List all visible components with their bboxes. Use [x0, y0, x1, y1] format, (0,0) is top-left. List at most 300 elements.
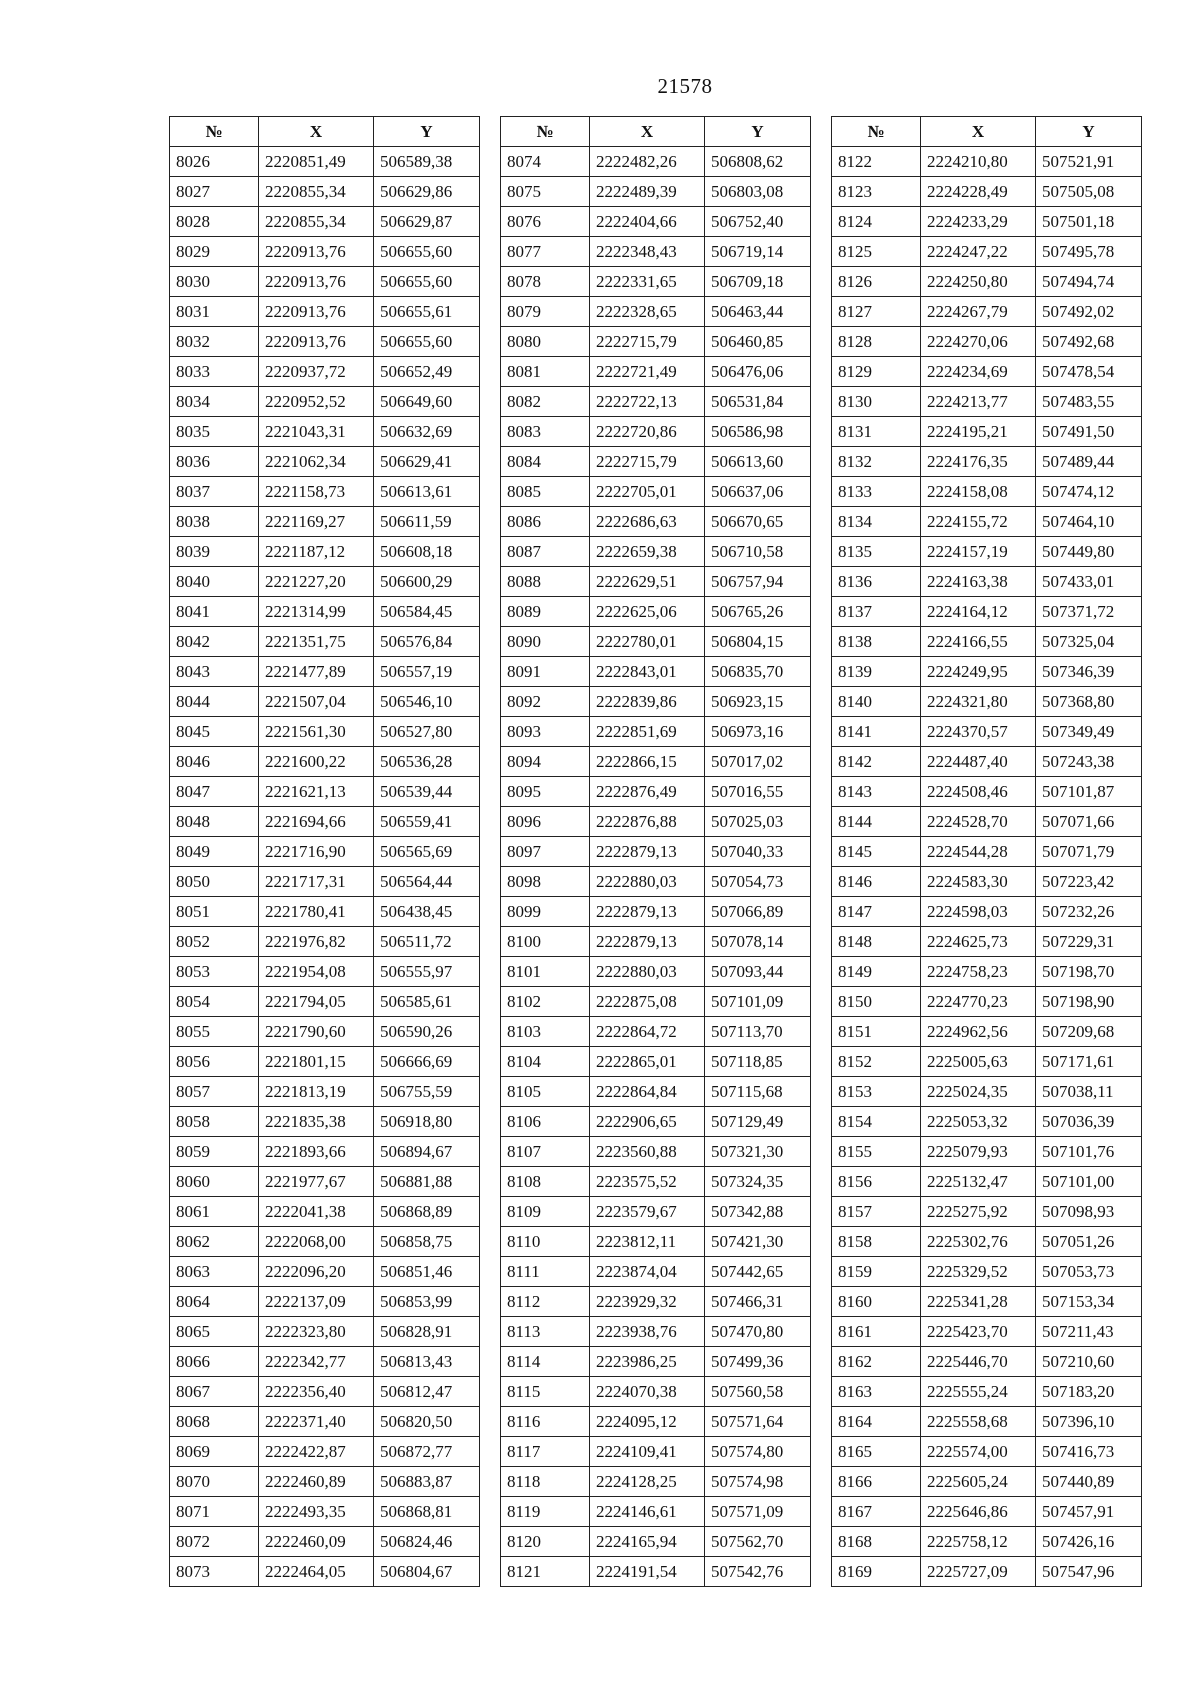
- x-coordinate-cell: 2224155,72: [921, 507, 1036, 537]
- point-number-cell: 8079: [501, 297, 590, 327]
- table-row: [170, 267, 480, 297]
- table-row: [501, 777, 811, 807]
- point-number-cell: 8038: [170, 507, 259, 537]
- y-coordinate-cell: 507098,93: [1036, 1197, 1142, 1227]
- x-coordinate-cell: 2224070,38: [590, 1377, 705, 1407]
- x-coordinate-cell: 2222879,13: [590, 927, 705, 957]
- point-number-cell: 8076: [501, 207, 590, 237]
- point-number-cell: 8049: [170, 837, 259, 867]
- y-coordinate-cell: 507101,09: [705, 987, 811, 1017]
- x-coordinate-cell: 2224163,38: [921, 567, 1036, 597]
- point-number-cell: 8058: [170, 1107, 259, 1137]
- table-row: [832, 1347, 1142, 1377]
- x-coordinate-cell: 2222629,51: [590, 567, 705, 597]
- x-coordinate-cell: 2220855,34: [259, 207, 374, 237]
- header-y: Y: [705, 117, 811, 147]
- x-coordinate-cell: 2221954,08: [259, 957, 374, 987]
- table-row: [501, 867, 811, 897]
- y-coordinate-cell: 507101,87: [1036, 777, 1142, 807]
- y-coordinate-cell: 507501,18: [1036, 207, 1142, 237]
- table-row: [832, 1437, 1142, 1467]
- table-row: [501, 1287, 811, 1317]
- table-row: [170, 297, 480, 327]
- point-number-cell: 8061: [170, 1197, 259, 1227]
- table-row: [170, 1107, 480, 1137]
- table-row: [832, 807, 1142, 837]
- y-coordinate-cell: 506881,88: [374, 1167, 480, 1197]
- point-number-cell: 8163: [832, 1377, 921, 1407]
- table-row: [501, 267, 811, 297]
- point-number-cell: 8037: [170, 477, 259, 507]
- point-number-cell: 8045: [170, 717, 259, 747]
- y-coordinate-cell: 507071,66: [1036, 807, 1142, 837]
- x-coordinate-cell: 2224176,35: [921, 447, 1036, 477]
- y-coordinate-cell: 507101,76: [1036, 1137, 1142, 1167]
- table-row: [501, 627, 811, 657]
- table-row: [832, 447, 1142, 477]
- x-coordinate-cell: 2222720,86: [590, 417, 705, 447]
- table-row: [832, 1047, 1142, 1077]
- y-coordinate-cell: 506629,86: [374, 177, 480, 207]
- point-number-cell: 8078: [501, 267, 590, 297]
- y-coordinate-cell: 507198,70: [1036, 957, 1142, 987]
- point-number-cell: 8036: [170, 447, 259, 477]
- table-row: [832, 747, 1142, 777]
- y-coordinate-cell: 507470,80: [705, 1317, 811, 1347]
- y-coordinate-cell: 507198,90: [1036, 987, 1142, 1017]
- x-coordinate-cell: 2221835,38: [259, 1107, 374, 1137]
- table-row: [832, 237, 1142, 267]
- point-number-cell: 8121: [501, 1557, 590, 1587]
- point-number-cell: 8052: [170, 927, 259, 957]
- y-coordinate-cell: 507036,39: [1036, 1107, 1142, 1137]
- table-header-row: [832, 117, 1142, 147]
- x-coordinate-cell: 2224247,22: [921, 237, 1036, 267]
- table-body: [832, 147, 1142, 1587]
- x-coordinate-cell: 2224528,70: [921, 807, 1036, 837]
- x-coordinate-cell: 2221507,04: [259, 687, 374, 717]
- y-coordinate-cell: 507017,02: [705, 747, 811, 777]
- y-coordinate-cell: 507321,30: [705, 1137, 811, 1167]
- x-coordinate-cell: 2224267,79: [921, 297, 1036, 327]
- x-coordinate-cell: 2224370,57: [921, 717, 1036, 747]
- x-coordinate-cell: 2223812,11: [590, 1227, 705, 1257]
- y-coordinate-cell: 506883,87: [374, 1467, 480, 1497]
- y-coordinate-cell: 507521,91: [1036, 147, 1142, 177]
- x-coordinate-cell: 2222843,01: [590, 657, 705, 687]
- point-number-cell: 8094: [501, 747, 590, 777]
- table-row: [832, 387, 1142, 417]
- y-coordinate-cell: 506813,43: [374, 1347, 480, 1377]
- y-coordinate-cell: 506637,06: [705, 477, 811, 507]
- x-coordinate-cell: 2222715,79: [590, 447, 705, 477]
- x-coordinate-cell: 2221227,20: [259, 567, 374, 597]
- table-row: [832, 1557, 1142, 1587]
- x-coordinate-cell: 2221561,30: [259, 717, 374, 747]
- x-coordinate-cell: 2221790,60: [259, 1017, 374, 1047]
- point-number-cell: 8050: [170, 867, 259, 897]
- x-coordinate-cell: 2225555,24: [921, 1377, 1036, 1407]
- y-coordinate-cell: 507449,80: [1036, 537, 1142, 567]
- table-row: [501, 1197, 811, 1227]
- point-number-cell: 8060: [170, 1167, 259, 1197]
- table-row: [832, 1407, 1142, 1437]
- y-coordinate-cell: 506611,59: [374, 507, 480, 537]
- y-coordinate-cell: 506804,67: [374, 1557, 480, 1587]
- point-number-cell: 8160: [832, 1287, 921, 1317]
- y-coordinate-cell: 507489,44: [1036, 447, 1142, 477]
- table-row: [170, 777, 480, 807]
- y-coordinate-cell: 506828,91: [374, 1317, 480, 1347]
- coordinates-table-1: [169, 116, 480, 1587]
- x-coordinate-cell: 2225646,86: [921, 1497, 1036, 1527]
- point-number-cell: 8148: [832, 927, 921, 957]
- y-coordinate-cell: 507054,73: [705, 867, 811, 897]
- x-coordinate-cell: 2222864,84: [590, 1077, 705, 1107]
- table-row: [170, 1497, 480, 1527]
- point-number-cell: 8145: [832, 837, 921, 867]
- point-number-cell: 8029: [170, 237, 259, 267]
- table-row: [170, 1377, 480, 1407]
- y-coordinate-cell: 506576,84: [374, 627, 480, 657]
- table-row: [501, 807, 811, 837]
- y-coordinate-cell: 507101,00: [1036, 1167, 1142, 1197]
- table-row: [170, 1137, 480, 1167]
- table-row: [832, 897, 1142, 927]
- table-row: [170, 1047, 480, 1077]
- x-coordinate-cell: 2220913,76: [259, 237, 374, 267]
- x-coordinate-cell: 2225275,92: [921, 1197, 1036, 1227]
- table-row: [501, 147, 811, 177]
- x-coordinate-cell: 2221169,27: [259, 507, 374, 537]
- y-coordinate-cell: 507442,65: [705, 1257, 811, 1287]
- table-row: [170, 1317, 480, 1347]
- y-coordinate-cell: 507574,80: [705, 1437, 811, 1467]
- x-coordinate-cell: 2221780,41: [259, 897, 374, 927]
- x-coordinate-cell: 2224544,28: [921, 837, 1036, 867]
- y-coordinate-cell: 507499,36: [705, 1347, 811, 1377]
- x-coordinate-cell: 2221813,19: [259, 1077, 374, 1107]
- x-coordinate-cell: 2222875,08: [590, 987, 705, 1017]
- y-coordinate-cell: 506752,40: [705, 207, 811, 237]
- y-coordinate-cell: 507542,76: [705, 1557, 811, 1587]
- table-row: [832, 1467, 1142, 1497]
- table-row: [170, 957, 480, 987]
- point-number-cell: 8083: [501, 417, 590, 447]
- y-coordinate-cell: 506765,26: [705, 597, 811, 627]
- table-row: [832, 1197, 1142, 1227]
- point-number-cell: 8033: [170, 357, 259, 387]
- table-row: [170, 147, 480, 177]
- table-row: [832, 927, 1142, 957]
- x-coordinate-cell: 2223938,76: [590, 1317, 705, 1347]
- x-coordinate-cell: 2222464,05: [259, 1557, 374, 1587]
- x-coordinate-cell: 2220913,76: [259, 297, 374, 327]
- y-coordinate-cell: 506719,14: [705, 237, 811, 267]
- x-coordinate-cell: 2224213,77: [921, 387, 1036, 417]
- point-number-cell: 8067: [170, 1377, 259, 1407]
- x-coordinate-cell: 2222879,13: [590, 897, 705, 927]
- y-coordinate-cell: 507223,42: [1036, 867, 1142, 897]
- x-coordinate-cell: 2222482,26: [590, 147, 705, 177]
- y-coordinate-cell: 506824,46: [374, 1527, 480, 1557]
- table-row: [832, 147, 1142, 177]
- point-number-cell: 8168: [832, 1527, 921, 1557]
- point-number-cell: 8150: [832, 987, 921, 1017]
- table-row: [501, 237, 811, 267]
- y-coordinate-cell: 506710,58: [705, 537, 811, 567]
- point-number-cell: 8090: [501, 627, 590, 657]
- x-coordinate-cell: 2224195,21: [921, 417, 1036, 447]
- y-coordinate-cell: 507025,03: [705, 807, 811, 837]
- x-coordinate-cell: 2222096,20: [259, 1257, 374, 1287]
- y-coordinate-cell: 507562,70: [705, 1527, 811, 1557]
- point-number-cell: 8133: [832, 477, 921, 507]
- x-coordinate-cell: 2222493,35: [259, 1497, 374, 1527]
- point-number-cell: 8053: [170, 957, 259, 987]
- y-coordinate-cell: 506835,70: [705, 657, 811, 687]
- table-row: [170, 1437, 480, 1467]
- coordinates-table-2: [500, 116, 811, 1587]
- point-number-cell: 8117: [501, 1437, 590, 1467]
- x-coordinate-cell: 2223579,67: [590, 1197, 705, 1227]
- table-row: [170, 507, 480, 537]
- table-row: [501, 1317, 811, 1347]
- x-coordinate-cell: 2225329,52: [921, 1257, 1036, 1287]
- point-number-cell: 8101: [501, 957, 590, 987]
- point-number-cell: 8139: [832, 657, 921, 687]
- header-y: Y: [1036, 117, 1142, 147]
- y-coordinate-cell: 506565,69: [374, 837, 480, 867]
- point-number-cell: 8059: [170, 1137, 259, 1167]
- x-coordinate-cell: 2224158,08: [921, 477, 1036, 507]
- point-number-cell: 8065: [170, 1317, 259, 1347]
- x-coordinate-cell: 2220952,52: [259, 387, 374, 417]
- x-coordinate-cell: 2221717,31: [259, 867, 374, 897]
- x-coordinate-cell: 2223929,32: [590, 1287, 705, 1317]
- table-row: [501, 1407, 811, 1437]
- table-row: [832, 1257, 1142, 1287]
- y-coordinate-cell: 506546,10: [374, 687, 480, 717]
- y-coordinate-cell: 507571,64: [705, 1407, 811, 1437]
- x-coordinate-cell: 2225446,70: [921, 1347, 1036, 1377]
- table-row: [170, 537, 480, 567]
- x-coordinate-cell: 2225605,24: [921, 1467, 1036, 1497]
- y-coordinate-cell: 507349,49: [1036, 717, 1142, 747]
- table-row: [501, 747, 811, 777]
- x-coordinate-cell: 2221477,89: [259, 657, 374, 687]
- y-coordinate-cell: 507053,73: [1036, 1257, 1142, 1287]
- page-number: 21578: [657, 74, 713, 98]
- x-coordinate-cell: 2222659,38: [590, 537, 705, 567]
- x-coordinate-cell: 2224109,41: [590, 1437, 705, 1467]
- x-coordinate-cell: 2224210,80: [921, 147, 1036, 177]
- table-row: [501, 1347, 811, 1377]
- point-number-cell: 8026: [170, 147, 259, 177]
- table-row: [832, 837, 1142, 867]
- y-coordinate-cell: 506585,61: [374, 987, 480, 1017]
- table-row: [170, 927, 480, 957]
- point-number-cell: 8103: [501, 1017, 590, 1047]
- point-number-cell: 8161: [832, 1317, 921, 1347]
- y-coordinate-cell: 506894,67: [374, 1137, 480, 1167]
- table-row: [170, 207, 480, 237]
- table-row: [832, 267, 1142, 297]
- y-coordinate-cell: 507492,68: [1036, 327, 1142, 357]
- point-number-cell: 8153: [832, 1077, 921, 1107]
- x-coordinate-cell: 2224157,19: [921, 537, 1036, 567]
- x-coordinate-cell: 2222422,87: [259, 1437, 374, 1467]
- table-row: [501, 567, 811, 597]
- y-coordinate-cell: 507368,80: [1036, 687, 1142, 717]
- x-coordinate-cell: 2225341,28: [921, 1287, 1036, 1317]
- y-coordinate-cell: 506868,81: [374, 1497, 480, 1527]
- table-row: [501, 447, 811, 477]
- table-row: [832, 687, 1142, 717]
- point-number-cell: 8108: [501, 1167, 590, 1197]
- x-coordinate-cell: 2221043,31: [259, 417, 374, 447]
- table-row: [501, 297, 811, 327]
- table-row: [832, 507, 1142, 537]
- x-coordinate-cell: 2224625,73: [921, 927, 1036, 957]
- point-number-cell: 8082: [501, 387, 590, 417]
- table-row: [832, 1077, 1142, 1107]
- y-coordinate-cell: 507457,91: [1036, 1497, 1142, 1527]
- point-number-cell: 8105: [501, 1077, 590, 1107]
- y-coordinate-cell: 506812,47: [374, 1377, 480, 1407]
- point-number-cell: 8040: [170, 567, 259, 597]
- y-coordinate-cell: 507474,12: [1036, 477, 1142, 507]
- point-number-cell: 8147: [832, 897, 921, 927]
- table-row: [501, 657, 811, 687]
- table-row: [501, 1377, 811, 1407]
- table-row: [501, 597, 811, 627]
- table-body: [501, 147, 811, 1587]
- x-coordinate-cell: 2222371,40: [259, 1407, 374, 1437]
- x-coordinate-cell: 2220855,34: [259, 177, 374, 207]
- y-coordinate-cell: 507115,68: [705, 1077, 811, 1107]
- y-coordinate-cell: 507183,20: [1036, 1377, 1142, 1407]
- x-coordinate-cell: 2224233,29: [921, 207, 1036, 237]
- table-row: [501, 1557, 811, 1587]
- table-row: [501, 327, 811, 357]
- y-coordinate-cell: 506539,44: [374, 777, 480, 807]
- y-coordinate-cell: 506820,50: [374, 1407, 480, 1437]
- x-coordinate-cell: 2222041,38: [259, 1197, 374, 1227]
- x-coordinate-cell: 2224146,61: [590, 1497, 705, 1527]
- point-number-cell: 8152: [832, 1047, 921, 1077]
- table-row: [501, 207, 811, 237]
- x-coordinate-cell: 2221794,05: [259, 987, 374, 1017]
- table-row: [501, 1497, 811, 1527]
- table-row: [832, 1137, 1142, 1167]
- y-coordinate-cell: 507396,10: [1036, 1407, 1142, 1437]
- point-number-cell: 8087: [501, 537, 590, 567]
- point-number-cell: 8089: [501, 597, 590, 627]
- x-coordinate-cell: 2221062,34: [259, 447, 374, 477]
- y-coordinate-cell: 506652,49: [374, 357, 480, 387]
- x-coordinate-cell: 2222489,39: [590, 177, 705, 207]
- y-coordinate-cell: 506803,08: [705, 177, 811, 207]
- point-number-cell: 8102: [501, 987, 590, 1017]
- x-coordinate-cell: 2224487,40: [921, 747, 1036, 777]
- table-row: [832, 957, 1142, 987]
- point-number-cell: 8154: [832, 1107, 921, 1137]
- y-coordinate-cell: 507421,30: [705, 1227, 811, 1257]
- x-coordinate-cell: 2222705,01: [590, 477, 705, 507]
- point-number-cell: 8155: [832, 1137, 921, 1167]
- y-coordinate-cell: 507571,09: [705, 1497, 811, 1527]
- x-coordinate-cell: 2222625,06: [590, 597, 705, 627]
- y-coordinate-cell: 507547,96: [1036, 1557, 1142, 1587]
- x-coordinate-cell: 2222404,66: [590, 207, 705, 237]
- table-row: [170, 417, 480, 447]
- table-row: [832, 1317, 1142, 1347]
- x-coordinate-cell: 2222866,15: [590, 747, 705, 777]
- y-coordinate-cell: 507371,72: [1036, 597, 1142, 627]
- x-coordinate-cell: 2222356,40: [259, 1377, 374, 1407]
- x-coordinate-cell: 2220913,76: [259, 327, 374, 357]
- x-coordinate-cell: 2224962,56: [921, 1017, 1036, 1047]
- x-coordinate-cell: 2222460,09: [259, 1527, 374, 1557]
- x-coordinate-cell: 2225302,76: [921, 1227, 1036, 1257]
- point-number-cell: 8135: [832, 537, 921, 567]
- y-coordinate-cell: 507505,08: [1036, 177, 1142, 207]
- x-coordinate-cell: 2224598,03: [921, 897, 1036, 927]
- y-coordinate-cell: 507433,01: [1036, 567, 1142, 597]
- table-row: [501, 987, 811, 1017]
- point-number-cell: 8129: [832, 357, 921, 387]
- y-coordinate-cell: 507066,89: [705, 897, 811, 927]
- table-row: [501, 357, 811, 387]
- x-coordinate-cell: 2224758,23: [921, 957, 1036, 987]
- point-number-cell: 8073: [170, 1557, 259, 1587]
- point-number-cell: 8165: [832, 1437, 921, 1467]
- point-number-cell: 8034: [170, 387, 259, 417]
- point-number-cell: 8132: [832, 447, 921, 477]
- table-row: [832, 627, 1142, 657]
- point-number-cell: 8164: [832, 1407, 921, 1437]
- table-row: [501, 1437, 811, 1467]
- table-row: [832, 1377, 1142, 1407]
- y-coordinate-cell: 506655,61: [374, 297, 480, 327]
- point-number-cell: 8075: [501, 177, 590, 207]
- table-row: [170, 807, 480, 837]
- point-number-cell: 8048: [170, 807, 259, 837]
- point-number-cell: 8041: [170, 597, 259, 627]
- table-row: [170, 387, 480, 417]
- x-coordinate-cell: 2225727,09: [921, 1557, 1036, 1587]
- x-coordinate-cell: 2222328,65: [590, 297, 705, 327]
- y-coordinate-cell: 507211,43: [1036, 1317, 1142, 1347]
- table-row: [501, 477, 811, 507]
- point-number-cell: 8112: [501, 1287, 590, 1317]
- x-coordinate-cell: 2224095,12: [590, 1407, 705, 1437]
- y-coordinate-cell: 506600,29: [374, 567, 480, 597]
- point-number-cell: 8131: [832, 417, 921, 447]
- point-number-cell: 8096: [501, 807, 590, 837]
- y-coordinate-cell: 506853,99: [374, 1287, 480, 1317]
- x-coordinate-cell: 2223575,52: [590, 1167, 705, 1197]
- point-number-cell: 8157: [832, 1197, 921, 1227]
- table-row: [170, 567, 480, 597]
- x-coordinate-cell: 2222865,01: [590, 1047, 705, 1077]
- y-coordinate-cell: 506709,18: [705, 267, 811, 297]
- x-coordinate-cell: 2222780,01: [590, 627, 705, 657]
- point-number-cell: 8057: [170, 1077, 259, 1107]
- x-coordinate-cell: 2225005,63: [921, 1047, 1036, 1077]
- y-coordinate-cell: 507464,10: [1036, 507, 1142, 537]
